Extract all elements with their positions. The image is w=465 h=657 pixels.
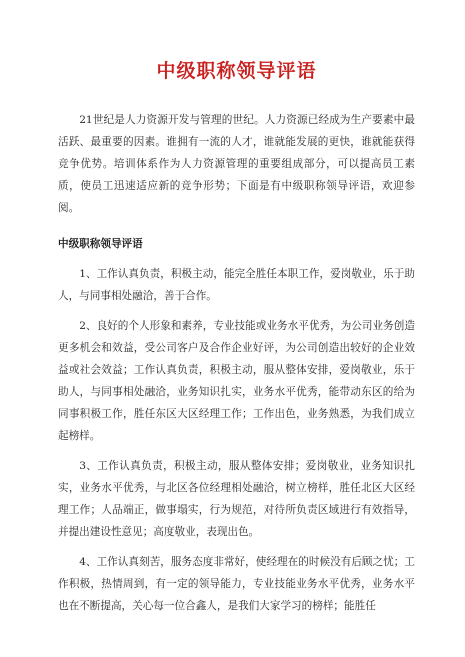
intro-paragraph: 21世纪是人力资源开发与管理的世纪。人力资源已经成为生产要素中最活跃、最重要的因素。谁拥有一流的人才，谁就能发展的更快，谁就能获得竞争优势。培训体系作为人力资源管理的重要组成部分，可以提高员工素质，使员工迅速适应新的竞争形势；下面是有中级职称领导评语，欢迎参阅。 [58, 114, 415, 214]
document-title: 中级职称领导评语 [156, 60, 317, 82]
comment-item-3: 3、工作认真负责，积极主动，服从整体安排；爱岗敬业，业务知识扎实，业务水平优秀，与北区各位经理相处融洽，树立榜样，胜任北区大区经理工作；人品端正，做事塌实，行为规范，对待所负责区域进行有效指导，并提出建设性意见；高度敬业，表现出色。 [58, 460, 415, 538]
comment-item-2: 2、良好的个人形象和素养，专业技能或业务水平优秀，为公司业务创造更多机会和效益，受公司客户及合作企业好评，为公司创造出较好的企业效益或社会效益；工作认真负责，积极主动，服从整体安排，爱岗敬业，乐于助人，与同事相处融洽，业务知识扎实，业务水平优秀，能带动东区的给为同事积极工作，胜任东区大区经理工作；工作出色，业务熟悉，为我们成立起榜样。 [58, 320, 415, 442]
comment-item-4: 4、工作认真刻苦，服务态度非常好，使经理在的时候没有后顾之忧；工作积极，热情周到，有一定的领导能力，专业技能业务水平优秀，业务水平也在不断提高，关心每一位合鑫人，是我们大家学习的榜样；能胜任 [58, 556, 415, 612]
section-heading: 中级职称领导评语 [58, 238, 143, 250]
comment-item-1: 1、工作认真负责，积极主动，能完全胜任本职工作，爱岗敬业，乐于助人，与同事相处融洽，善于合作。 [58, 268, 415, 302]
